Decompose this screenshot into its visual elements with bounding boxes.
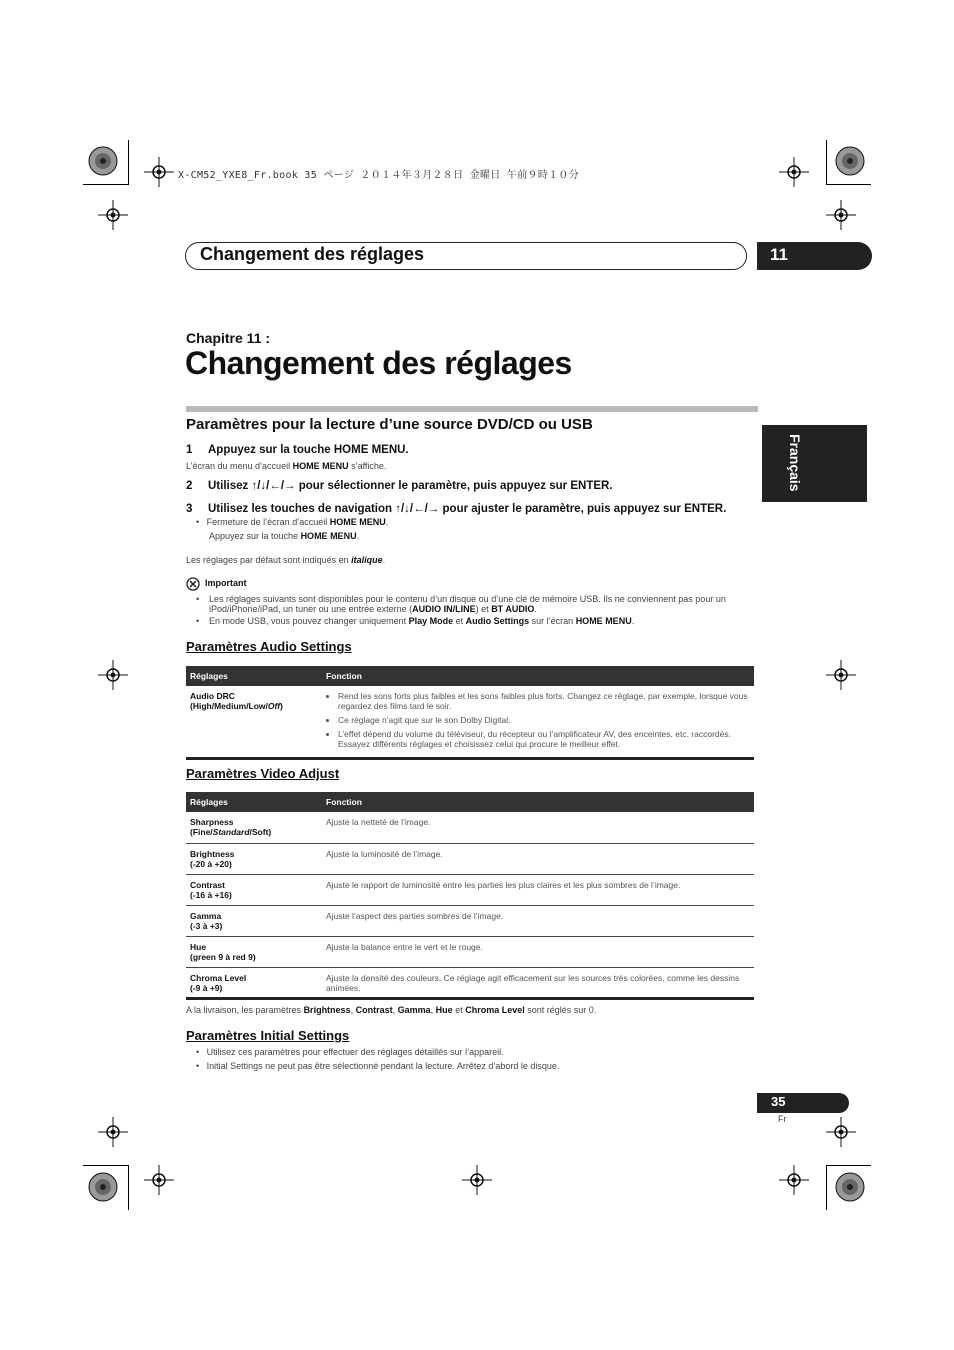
setting-function: Ajuste la densité des couleurs. Ce réglage agit efficacement sur les sources très colorées, comme les dessins animées. (322, 967, 754, 998)
setting-function: Ajuste la balance entre le vert et le rouge. (322, 936, 754, 967)
setting-function: • Rend les sons forts plus faibles et les sons faibles plus forts. Changez ce réglage, par exemple, lorsque vous regardez des films tard le soir. • Ce réglage n’agit que sur le son Dolby Digital. • L’effet dépend du volume du téléviseur, du récepteur ou l’amplificateur AV, des enceintes, etc. raccordés. Essayez différents réglages et choisissez celui qui procure le meilleur effet. (322, 686, 754, 759)
chapter-number: 11 (770, 245, 788, 264)
delivery-note: A la livraison, les paramètres Brightness, Contrast, Gamma, Hue et Chroma Level sont réglés sur 0. (186, 1005, 597, 1015)
step-1: 1 Appuyez sur la touche HOME MENU. (186, 444, 409, 456)
crop-mark (128, 1165, 129, 1210)
crosshair-icon (144, 157, 174, 187)
setting-name: Chroma Level (-9 à +9) (186, 967, 322, 998)
crop-mark (826, 1165, 827, 1210)
setting-function: Ajuste l’aspect des parties sombres de l’image. (322, 905, 754, 936)
defaults-note: Les réglages par défaut sont indiqués en italique. (186, 555, 386, 565)
initial-settings-heading: Paramètres Initial Settings (186, 1028, 350, 1043)
chapter-label: Chapitre 11 : (186, 330, 271, 346)
page-language: Fr (778, 1114, 787, 1124)
step-3-note: Appuyez sur la touche HOME MENU. (209, 531, 360, 541)
registration-wheel-icon (835, 146, 865, 176)
table-header: Réglages (186, 666, 322, 686)
audio-settings-heading: Paramètres Audio Settings (186, 639, 352, 654)
step-2: 2 Utilisez ↑/↓/←/→ pour sélectionner le paramètre, puis appuyez sur ENTER. (186, 480, 613, 492)
setting-name: Sharpness (Fine/Standard/Soft) (186, 812, 322, 843)
crosshair-icon (779, 1165, 809, 1195)
crop-mark (83, 1165, 128, 1166)
step-3: 3 Utilisez les touches de navigation ↑/↓/←/→ pour ajuster le paramètre, puis appuyez sur ENTER. (186, 503, 727, 515)
important-bullet: • En mode USB, vous pouvez changer uniquement Play Mode et Audio Settings sur l’écran HOME MENU. (196, 616, 635, 626)
table-row (186, 812, 754, 843)
table-header: Réglages (186, 792, 322, 812)
setting-name: Audio DRC (High/Medium/Low/Off) (186, 686, 322, 759)
crop-mark (826, 1165, 871, 1166)
setting-name: Contrast (-16 à +16) (186, 874, 322, 905)
important-label: Important (205, 578, 247, 588)
step-1-note: L’écran du menu d’accueil HOME MENU s’affiche. (186, 461, 387, 471)
setting-name: Brightness (-20 à +20) (186, 843, 322, 874)
table-header: Fonction (322, 792, 754, 812)
initial-bullet: • Initial Settings ne peut pas être sélectionné pendant la lecture. Arrêtez d’abord le disque. (196, 1061, 560, 1071)
language-label: Français (787, 434, 803, 492)
registration-wheel-icon (835, 1172, 865, 1202)
crosshair-icon (826, 200, 856, 230)
setting-name: Gamma (-3 à +3) (186, 905, 322, 936)
table-row (186, 967, 754, 998)
page-number: 35 (771, 1094, 786, 1109)
print-slug: X-CM52_YXE8_Fr.book 35 ページ ２０１４年３月２８日 金曜日 午前９時１０分 (178, 170, 580, 181)
setting-function: Ajuste la luminosité de l’image. (322, 843, 754, 874)
crop-mark (826, 140, 827, 185)
crosshair-icon (779, 157, 809, 187)
setting-function: Ajuste la netteté de l’image. (322, 812, 754, 843)
header-title: Changement des réglages (200, 244, 425, 264)
table-row (186, 936, 754, 967)
table-row (186, 874, 754, 905)
table-header: Fonction (322, 666, 754, 686)
crop-mark (83, 184, 128, 185)
language-tab (762, 425, 867, 502)
section-divider (186, 406, 758, 412)
crosshair-icon (144, 1165, 174, 1195)
initial-bullet: • Utilisez ces paramètres pour effectuer des réglages détaillés sur l’appareil. (196, 1047, 504, 1057)
crosshair-icon (462, 1165, 492, 1195)
crosshair-icon (826, 1117, 856, 1147)
crosshair-icon (98, 1117, 128, 1147)
section-heading: Paramètres pour la lecture d’une source DVD/CD ou USB (186, 416, 593, 433)
table-row (186, 843, 754, 874)
registration-wheel-icon (88, 146, 118, 176)
page-title: Changement des réglages (185, 345, 572, 381)
crosshair-icon (826, 660, 856, 690)
setting-name: Hue (green 9 à red 9) (186, 936, 322, 967)
video-adjust-table (186, 792, 754, 1000)
setting-function: Ajuste le rapport de luminosité entre les parties les plus claires et les plus sombres de l’image. (322, 874, 754, 905)
audio-settings-table (186, 666, 754, 760)
crop-mark (826, 184, 871, 185)
registration-wheel-icon (88, 1172, 118, 1202)
step-3-note: • Fermeture de l’écran d’accueil HOME MENU. (196, 517, 389, 527)
table-row (186, 905, 754, 936)
important-bullet: • Les réglages suivants sont disponibles pour le contenu d’un disque ou d’une clé de mémoire USB. Ils ne conviennent pas pour un iPod/iPhone/iPad, un tuner ou une entrée externe (AUDIO IN/LINE) et BT AUDIO. (196, 594, 726, 614)
table-row (186, 686, 754, 759)
crosshair-icon (98, 200, 128, 230)
video-adjust-heading: Paramètres Video Adjust (186, 766, 340, 781)
crosshair-icon (98, 660, 128, 690)
crop-mark (128, 140, 129, 185)
